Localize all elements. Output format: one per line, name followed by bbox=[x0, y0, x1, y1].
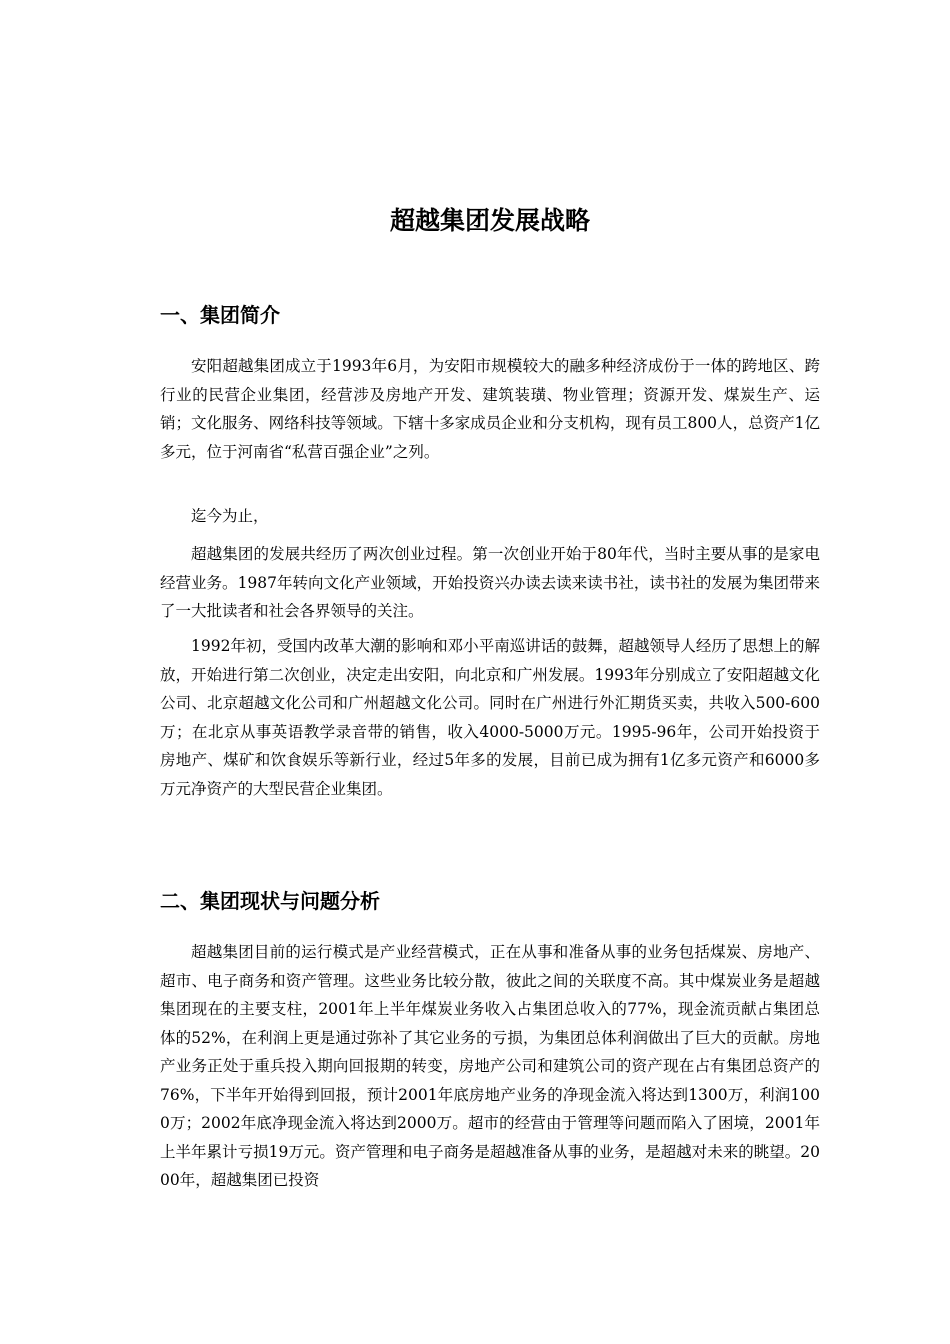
paragraph-intro-1: 安阳超越集团成立于1993年6月，为安阳市规模较大的融多种经济成份于一体的跨地区、跨行业的民营企业集团，经营涉及房地产开发、建筑装璜、物业管理；资源开发、煤炭生产、运销；文化服务、网络科技等领域。下辖十多家成员企业和分支机构，现有员工800人，总资产1亿多元，位于河南省“私营百强企业”之列。 bbox=[160, 357, 820, 461]
section-heading-intro: 一、集团简介 bbox=[160, 303, 280, 327]
paragraph-intro-2: 迄今为止， bbox=[191, 507, 269, 525]
paragraph-intro-4: 1992年初，受国内改革大潮的影响和邓小平南巡讲话的鼓舞，超越领导人经历了思想上的解放，开始进行第二次创业，决定走出安阳，向北京和广州发展。1993年分别成立了安阳超越文化公司、北京超越文化公司和广州超越文化公司。同时在广州进行外汇期货买卖，共收入500-600万；在北京从事英语教学录音带的销售，收入4000-5000万元。1995-96年，公司开始投资于房地产、煤矿和饮食娱乐等新行业，经过5年多的发展，目前已成为拥有1亿多元资产和6000多万元净资产的大型民营企业集团。 bbox=[160, 637, 820, 798]
paragraph-status-1: 超越集团目前的运行模式是产业经营模式，正在从事和准备从事的业务包括煤炭、房地产、超市、电子商务和资产管理。这些业务比较分散，彼此之间的关联度不高。其中煤炭业务是超越集团现在的主要支柱，2001年上半年煤炭业务收入占集团总收入的77%，现金流贡献占集团总体的52%，在利润上更是通过弥补了其它业务的亏损，为集团总体利润做出了巨大的贡献。房地产业务正处于重兵投入期向回报期的转变，房地产公司和建筑公司的资产现在占有集团总资产的76%，下半年开始得到回报，预计2001年底房地产业务的净现金流入将达到1300万，利润1000万；2002年底净现金流入将达到2000万。超市的经营由于管理等问题而陷入了困境，2001年上半年累计亏损19万元。资产管理和电子商务是超越准备从事的业务，是超越对未来的眺望。2000年，超越集团已投资 bbox=[160, 943, 820, 1189]
section-heading-status: 二、集团现状与问题分析 bbox=[160, 889, 380, 913]
document-title: 超越集团发展战略 bbox=[389, 206, 590, 235]
paragraph-intro-3: 超越集团的发展共经历了两次创业过程。第一次创业开始于80年代，当时主要从事的是家电经营业务。1987年转向文化产业领域，开始投资兴办读去读来读书社，读书社的发展为集团带来了一大批读者和社会各界领导的关注。 bbox=[160, 545, 820, 620]
